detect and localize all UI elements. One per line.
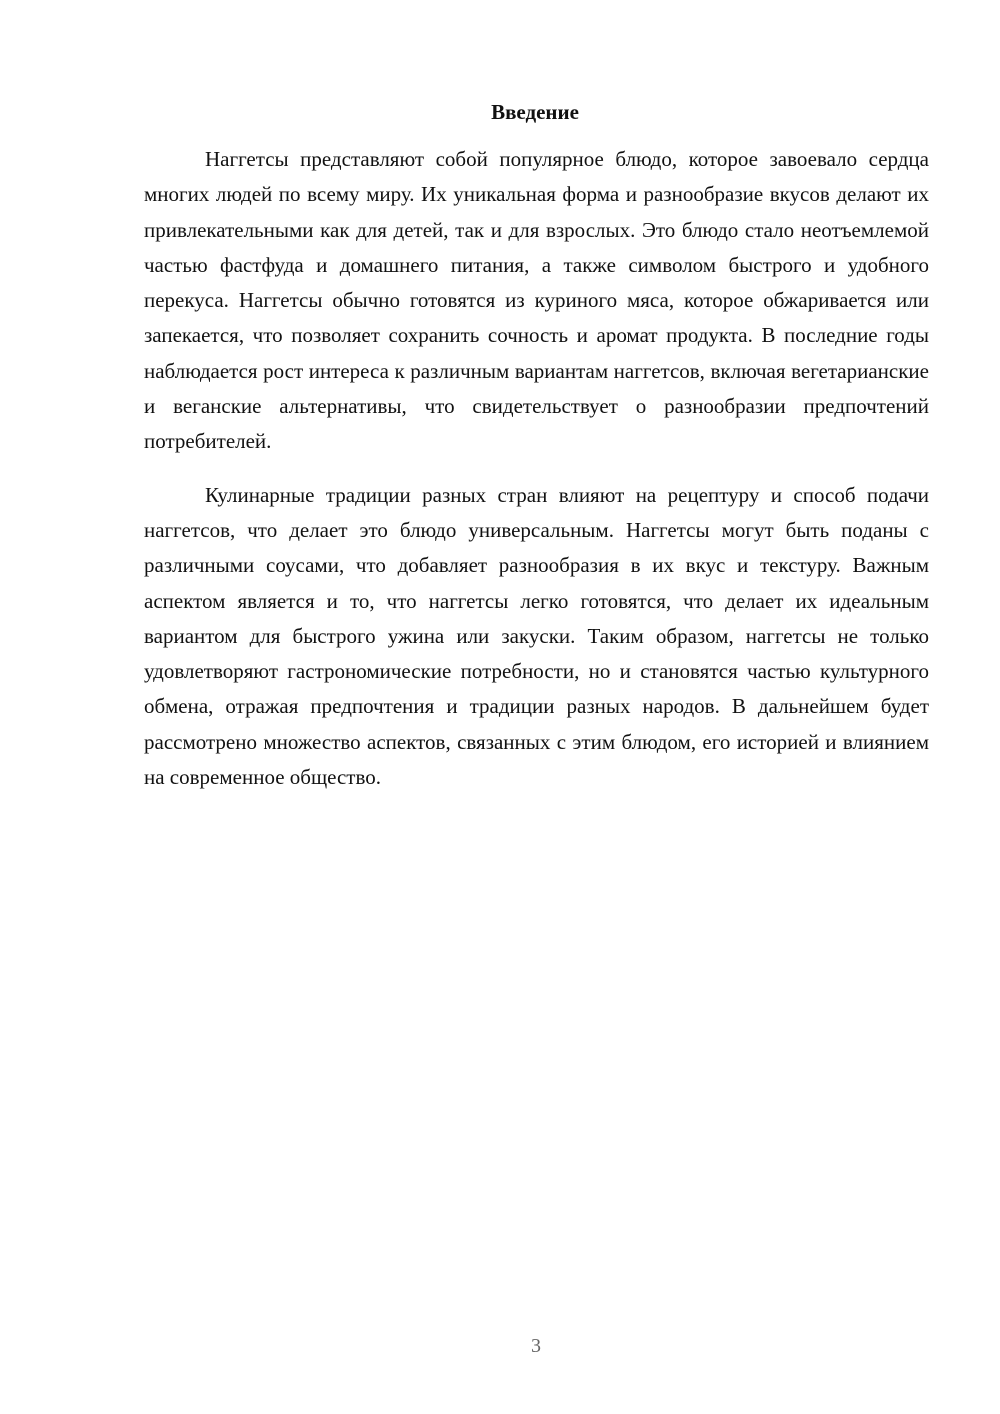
page-number: 3 bbox=[531, 1335, 541, 1357]
body-text bbox=[144, 142, 929, 813]
paragraph-1: Наггетсы представляют собой популярное блюдо, которое завоевало сердца многих людей по всему миру. Их уникальная форма и разнообразие вкусов делают их привлекательными как для детей, так и для взрослых. Это блюдо стало неотъемлемой частью фастфуда и домашнего питания, а также символом быстрого и удобного перекуса. Наггетсы обычно готовятся из куриного мяса, которое обжаривается или запекается, что позволяет сохранить сочность и аромат продукта. В последние годы наблюдается рост интереса к различным вариантам наггетсов, включая вегетарианские и веганские альтернативы, что свидетельствует о разнообразии предпочтений потребителей. bbox=[144, 147, 929, 454]
section-title: Введение bbox=[491, 100, 579, 124]
paragraph-2: Кулинарные традиции разных стран влияют на рецептуру и способ подачи наггетсов, что делает это блюдо универсальным. Наггетсы могут быть поданы с различными соусами, что добавляет разнообразия в их вкус и текстуру. Важным аспектом является и то, что наггетсы легко готовятся, что делает их идеальным вариантом для быстрого ужина или закуски. Таким образом, наггетсы не только удовлетворяют гастрономические потребности, но и становятся частью культурного обмена, отражая предпочтения и традиции разных народов. В дальнейшем будет рассмотрено множество аспектов, связанных с этим блюдом, его историей и влиянием на современное общество. bbox=[144, 482, 929, 790]
